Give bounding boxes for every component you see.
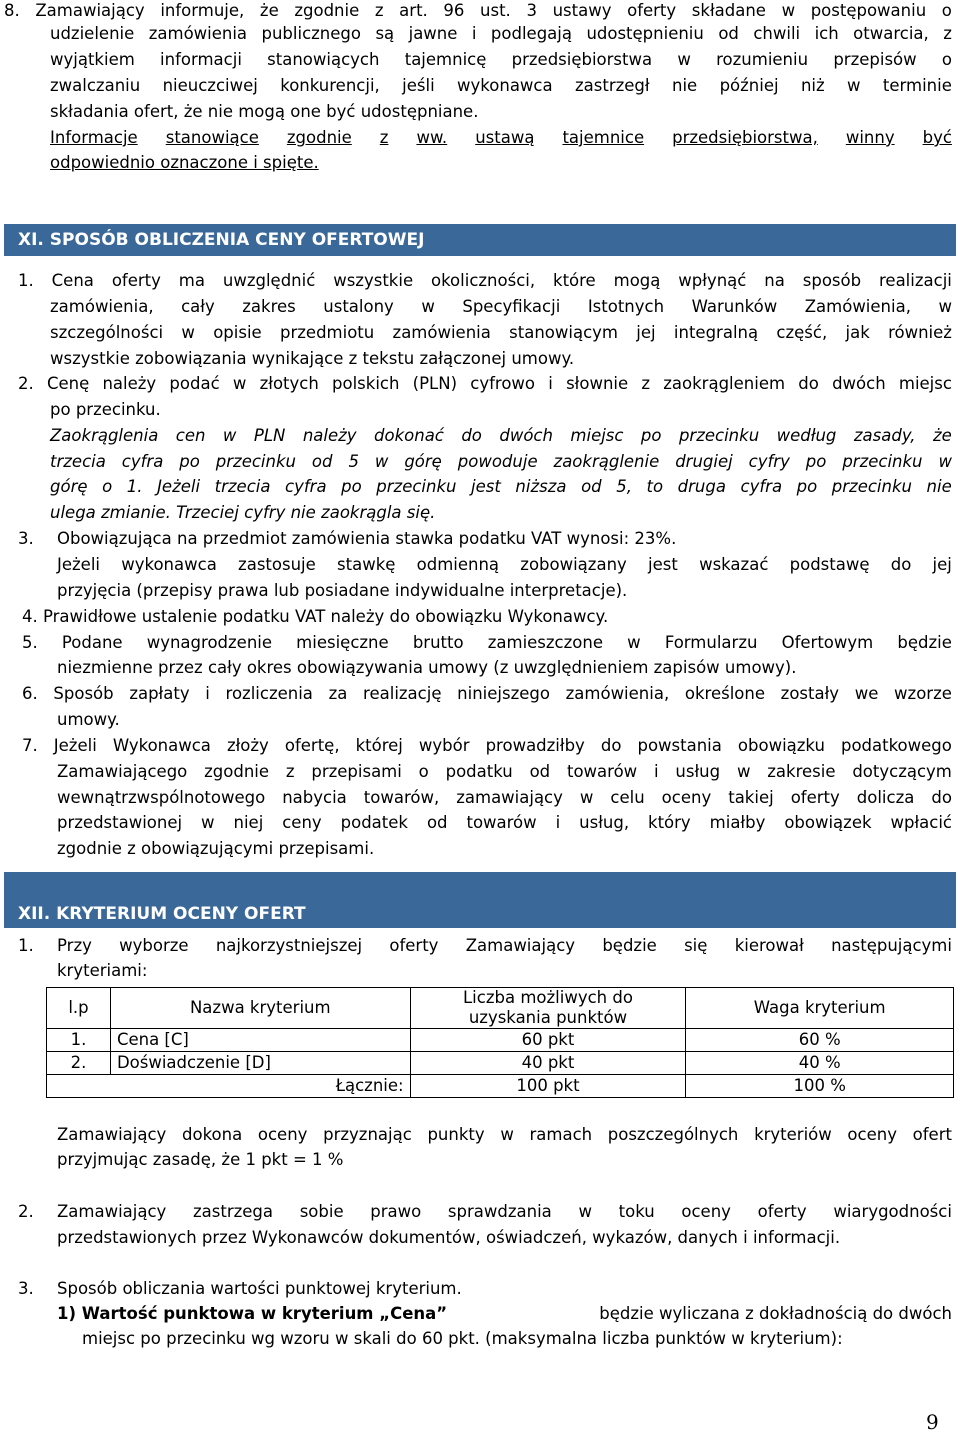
xi-p2-italic-line-3: górę o 1. Jeżeli trzecia cyfra po przecinku jest niższa od 5, to druga cyfra po przecinku nie	[50, 477, 952, 496]
row-name: Cena [C]	[110, 1029, 410, 1052]
xii-p1-number: 1.	[18, 936, 34, 955]
section-header-xii: XII. KRYTERIUM OCENY OFERT	[4, 872, 956, 928]
xii-p2-line-1: Zamawiający zastrzega sobie prawo sprawdzania w toku oceny oferty wiarygodności	[57, 1202, 952, 1221]
row-lp: 2.	[47, 1052, 111, 1075]
xi-p2-line-2: po przecinku.	[50, 400, 161, 419]
xi-p2-line-1: 2. Cenę należy podać w złotych polskich (PLN) cyfrowo i słownie z zaokrągleniem do dwóch miejsc	[18, 374, 952, 393]
total-weight: 100 %	[686, 1075, 954, 1098]
xii-p2-number: 2.	[18, 1202, 34, 1221]
header-name: Nazwa kryterium	[110, 988, 410, 1029]
xi-p3-number: 3.	[18, 529, 34, 548]
xii-note-line-2: przyjmując zasadę, że 1 pkt = 1 %	[57, 1150, 344, 1169]
table-row	[47, 1029, 954, 1052]
xii-sub1-rest: będzie wyliczana z dokładnością do dwóch	[599, 1304, 952, 1323]
xi-p2-italic-line-1: Zaokrąglenia cen w PLN należy dokonać do dwóch miejsc po przecinku według zasady, że	[50, 426, 952, 445]
sec8-underlined-line-1: Informacje stanowiące zgodnie z ww. ustawą tajemnice przedsiębiorstwa, winny być	[50, 128, 952, 147]
row-weight: 40 %	[686, 1052, 954, 1075]
xi-p3-line-2: Jeżeli wykonawca zastosuje stawkę odmienną zobowiązany jest wskazać podstawę do jej	[57, 555, 952, 574]
xi-p1-line-3: szczególności w opisie przedmiotu zamówienia stanowiącym jej integralną część, jak również	[50, 323, 952, 342]
sec8-line-2: udzielenie zamówienia publicznego są jawne i podlegają udostępnieniu od chwili ich otwarcia, z	[50, 24, 952, 43]
sec8-line-3: wyjątkiem informacji stanowiących tajemnicę przedsiębiorstwa w rozumieniu przepisów o	[50, 50, 952, 69]
table-row	[47, 1052, 954, 1075]
xi-p2-italic-line-4: ulega zmianie. Trzeciej cyfry nie zaokrągla się.	[50, 503, 436, 522]
xi-p6-line-1: 6. Sposób zapłaty i rozliczenia za realizację niniejszego zamówienia, określone zostały we wzorze	[22, 684, 952, 703]
xii-p1-line-1: Przy wyborze najkorzystniejszej oferty Zamawiający będzie się kierował następującymi	[57, 936, 952, 955]
header-weight: Waga kryterium	[686, 988, 954, 1029]
section-header-xi: XI. SPOSÓB OBLICZENIA CENY OFERTOWEJ	[4, 224, 956, 256]
xii-p3-number: 3.	[18, 1279, 34, 1298]
xi-p6-line-2: umowy.	[57, 710, 120, 729]
xi-p4: 4. Prawidłowe ustalenie podatku VAT należy do obowiązku Wykonawcy.	[22, 607, 609, 626]
xi-p7-line-3: wewnątrzwspólnotowego nabycia towarów, zamawiający w celu oceny takiej oferty dolicza do	[57, 788, 952, 807]
table-header-row	[47, 988, 954, 1029]
criteria-table	[46, 987, 954, 1098]
xii-p1-line-2: kryteriami:	[57, 961, 148, 980]
row-points: 40 pkt	[410, 1052, 686, 1075]
xii-p3-line: Sposób obliczania wartości punktowej kryterium.	[57, 1279, 462, 1298]
table-total-row	[47, 1075, 954, 1098]
sec8-line-5: składania ofert, że nie mogą one być udostępniane.	[50, 102, 479, 121]
xi-p3-line-3: przyjęcia (przepisy prawa lub posiadane indywidualne interpretacje).	[57, 581, 628, 600]
xi-p2-italic-line-2: trzecia cyfra po przecinku od 5 w górę powoduje zaokrąglenie drugiej cyfry po przecinku w	[50, 452, 952, 471]
page-number: 9	[926, 1410, 939, 1434]
xi-p7-line-1: 7. Jeżeli Wykonawca złoży ofertę, której wybór prowadziłby do powstania obowiązku podatkowego	[22, 736, 952, 755]
xii-sub1-bold: 1) Wartość punktowa w kryterium „Cena”	[57, 1304, 448, 1323]
xi-p7-line-2: Zamawiającego zgodnie z przepisami o podatku od towarów i usług w zakresie dotyczącym	[57, 762, 952, 781]
xi-p7-line-5: zgodnie z obowiązującymi przepisami.	[57, 839, 375, 858]
xi-p1-line-4: wszystkie zobowiązania wynikające z tekstu załączonej umowy.	[50, 349, 575, 368]
xi-p1-line-2: zamówienia, cały zakres ustalony w Specyfikacji Istotnych Warunków Zamówienia, w	[50, 297, 952, 316]
xii-sub1-line-2: miejsc po przecinku wg wzoru w skali do 60 pkt. (maksymalna liczba punktów w kryterium):	[82, 1329, 843, 1348]
row-name: Doświadczenie [D]	[110, 1052, 410, 1075]
xi-p3-line-1: Obowiązująca na przedmiot zamówienia stawka podatku VAT wynosi: 23%.	[57, 529, 677, 548]
sec8-line-4: zwalczaniu nieuczciwej konkurencji, jeśli wykonawca zastrzegł nie później niż w terminie	[50, 76, 952, 95]
xi-p5-line-1: 5. Podane wynagrodzenie miesięczne brutto zamieszczone w Formularzu Ofertowym będzie	[22, 633, 952, 652]
xii-p2-line-2: przedstawionych przez Wykonawców dokumentów, oświadczeń, wykazów, danych i informacji.	[57, 1228, 841, 1247]
xii-note-line-1: Zamawiający dokona oceny przyznając punkty w ramach poszczególnych kryteriów oceny ofert	[57, 1125, 952, 1144]
total-label: Łącznie:	[47, 1075, 411, 1098]
sec8-underlined-line-2: odpowiednio oznaczone i spięte.	[50, 153, 319, 172]
row-points: 60 pkt	[410, 1029, 686, 1052]
xi-p5-line-2: niezmienne przez cały okres obowiązywania umowy (z uwzględnieniem zapisów umowy).	[57, 658, 797, 677]
header-lp: l.p	[47, 988, 111, 1029]
sec8-line-1: 8. Zamawiający informuje, że zgodnie z art. 96 ust. 3 ustawy oferty składane w postępowaniu o	[4, 1, 952, 20]
xii-sub1-line-1	[57, 1303, 952, 1324]
row-weight: 60 %	[686, 1029, 954, 1052]
row-lp: 1.	[47, 1029, 111, 1052]
header-points: Liczba możliwych do uzyskania punktów	[410, 988, 686, 1029]
total-points: 100 pkt	[410, 1075, 686, 1098]
xi-p1-line-1: 1. Cena oferty ma uwzględnić wszystkie okoliczności, które mogą wpłynąć na sposób realizacji	[18, 271, 952, 290]
xi-p7-line-4: przedstawionej w niej ceny podatek od towarów i usług, który miałby obowiązek wpłacić	[57, 813, 952, 832]
